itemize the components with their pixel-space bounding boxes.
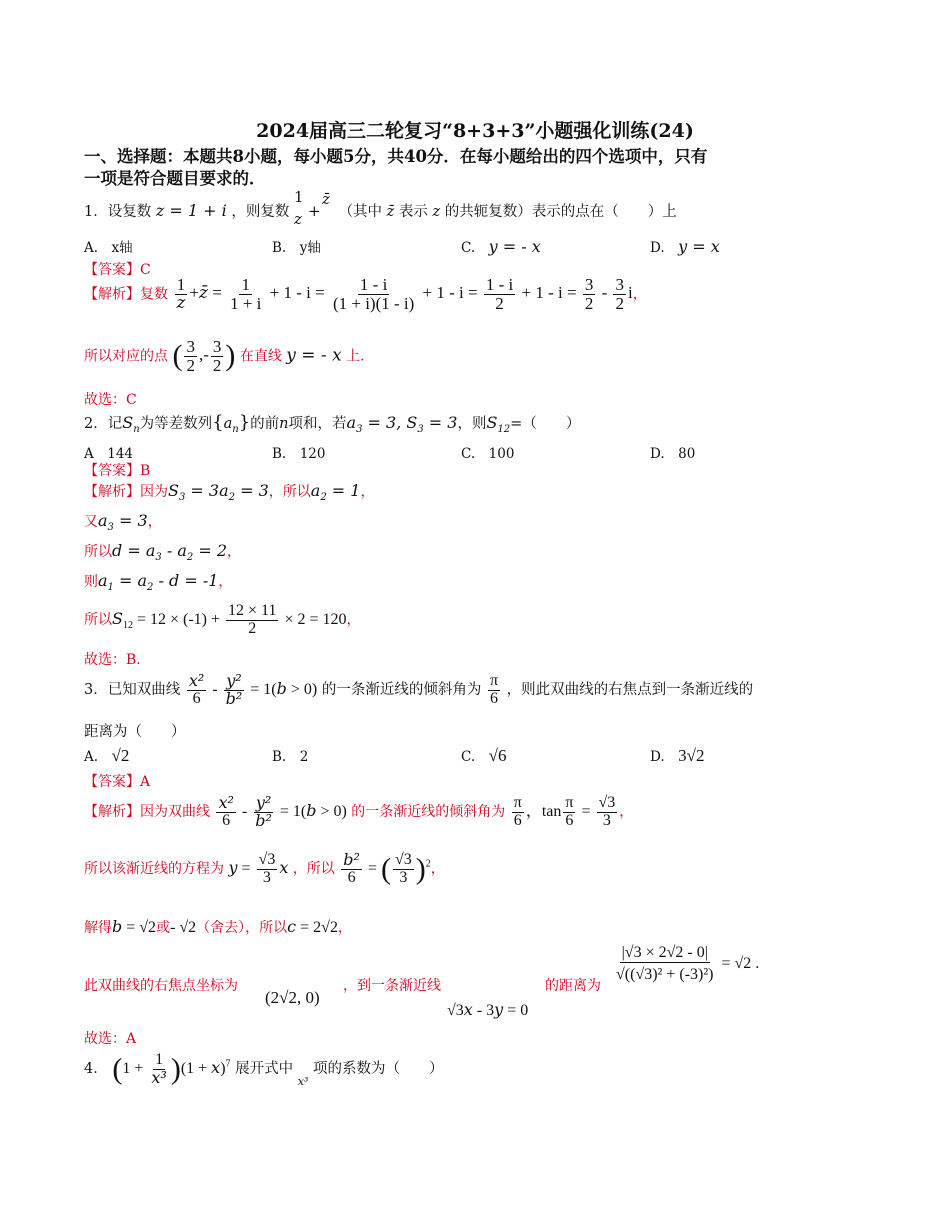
q2-result: 故选：B. — [84, 652, 141, 668]
q3-result: 故选：A — [84, 1031, 137, 1047]
q4-stem: 4． (1 + $\frac{1}{\text{x³}}$ )$(1 + x)^7$ 展开式中 $_{x^3}$ 项的系数为（ ） — [84, 1051, 444, 1088]
q3-option-c: C. √6 — [461, 746, 507, 765]
q2-step1: 【解析】因为$S_3 = 3a_2 = 3$，所以$a_2 = 1$， — [84, 481, 375, 504]
q2-answer: 【答案】B — [84, 463, 151, 479]
q2-option-d: D. 80 — [650, 446, 696, 462]
q1-option-a: A. x轴 — [84, 240, 133, 256]
q2-step4: 则$a_1 = a_2 - d = -1$， — [84, 571, 233, 594]
q3-analysis-line3: 解得b = √2或- √2（舍去），所以c = 2√2， — [84, 917, 352, 936]
q2-step2: 又$a_3 = 3$， — [84, 511, 162, 534]
q3-stem: 3．已知双曲线 $\frac{\text{x²}}{6}$ - $\frac{\text{y²}}{\text{b²}}$ = 1(b > 0) 的一条渐近线的倾斜角为 $\frac{\pi}{6}$ ，则此双曲线的右焦点到一条渐近线的 — [84, 671, 754, 708]
q2-option-a: A 144 — [84, 446, 134, 462]
q3-option-a: A. √2 — [84, 746, 130, 765]
q3-analysis-line4c: 的距离为 — [545, 978, 601, 994]
q3-analysis-line4b: ，到一条渐近线 — [343, 978, 441, 994]
section-heading-line2: 一项是符合题目要求的． — [84, 169, 266, 188]
q2-option-b: B. 120 — [272, 446, 326, 462]
q3-analysis-line4a: 此双曲线的右焦点坐标为 — [84, 978, 238, 994]
q2-option-c: C. 100 — [461, 446, 515, 462]
q1-stem: 1．设复数 z = 1 + i ，则复数 1 z + z̄ （其中 z̄ 表示 z 的共轭复数）表示的点在（ ）上 — [84, 188, 677, 228]
q2-step3: 所以$d = a_3 - a_2 = 2$， — [84, 541, 241, 564]
q1-analysis-line1: 【解析】复数 $\frac{1}{z}$ +z̄ = $\frac{1}{1 + i}$ + 1 - i = $\frac{1 - i}{(1 + i)(1 - i)}$ + 1 - i = $\frac{1 - i}{2}$ + 1 - i = $\frac{3}{2}$ - $\frac{3}{2}$ i， — [84, 275, 647, 313]
page-title: 2024届高三二轮复习“8+3+3”小题强化训练(24) — [256, 120, 694, 142]
q3-analysis-line2: 所以该渐近线的方程为 y = $\frac{√3}{3}$ x ，所以 $\frac{\text{b²}}{6}$ = ( $\frac{√3}{3}$ )$^2$， — [84, 850, 445, 886]
q3-analysis-line1: 【解析】因为双曲线 $\frac{\text{x²}}{6}$ - $\frac{\text{y²}}{\text{b²}}$ = 1(b > 0) 的一条渐近线的倾斜角为 $\frac{\pi}{6}$ ，tan $\frac{\pi}{6}$ = $\frac{√3}{3}$ ， — [84, 793, 634, 830]
section-heading-line1: 一、选择题：本题共8小题，每小题5分，共40分．在每小题给出的四个选项中，只有 — [84, 147, 708, 166]
q1-option-d: D. y = x — [650, 237, 720, 256]
q3-focus-coord: (2√2, 0) — [265, 988, 320, 1007]
q1-option-c: C. y = - x — [461, 237, 541, 256]
q3-stem-line2: 距离为（ ） — [84, 724, 186, 740]
q2-step5: 所以$S_{12} = 12 \times (-1)$ + $\frac{12 \times 11}{2}$ × 2 = 120， — [84, 602, 361, 637]
q3-answer: 【答案】A — [84, 774, 151, 790]
q1-option-b: B. y轴 — [272, 240, 321, 256]
q3-option-d: D. 3√2 — [650, 746, 705, 765]
q3-distance-formula: $\frac{|√3 \times 2√2 - 0|}{\text{√((√3)² + (-3)²)}}$ = √2 . — [616, 944, 760, 983]
q2-stem: 2．记$S_n$为等差数列$\{a_n\}$的前n项和，若$a_3 = 3$, $S_3 = 3$，则$S_{12}=$（ ） — [84, 412, 581, 436]
q3-asymptote-eq: √3x - 3y = 0 — [447, 1000, 529, 1019]
q1-analysis-line2: 所以对应的点 ( $\frac{3}{2}$ ,- $\frac{3}{2}$ ) 在直线 y = - x 上. — [84, 337, 365, 375]
q3-option-b: B. 2 — [272, 749, 309, 765]
q1-result: 故选：C — [84, 392, 137, 408]
q1-answer: 【答案】C — [84, 262, 151, 278]
